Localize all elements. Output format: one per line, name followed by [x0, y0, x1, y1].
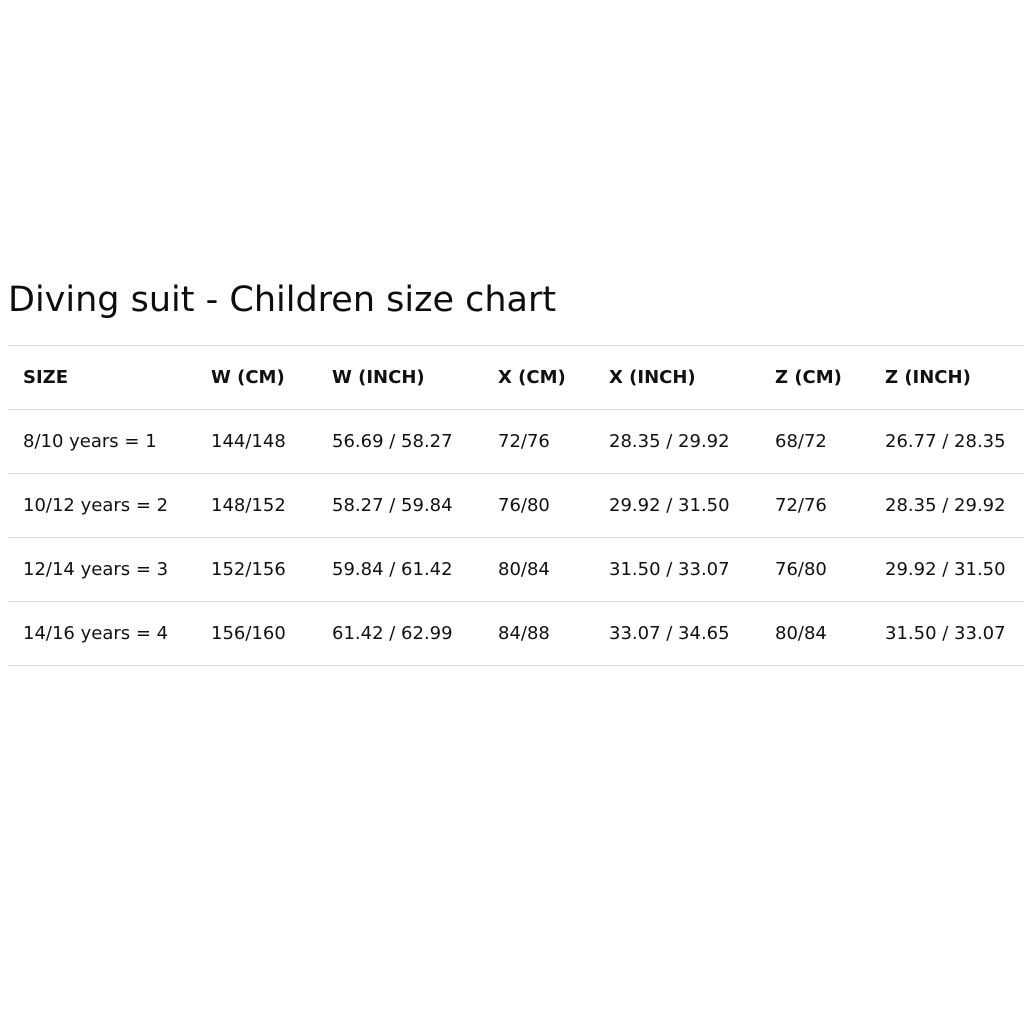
- table-row: [8, 602, 1024, 666]
- column-header-x-inch: X (INCH): [609, 367, 696, 388]
- x-inch-cell: 33.07 / 34.65: [609, 623, 730, 644]
- x-inch-cell: 29.92 / 31.50: [609, 495, 730, 516]
- page-title: Diving suit - Children size chart: [8, 280, 557, 320]
- x-cm-cell: 80/84: [498, 559, 550, 580]
- z-inch-cell: 26.77 / 28.35: [885, 431, 1006, 452]
- w-inch-cell: 61.42 / 62.99: [332, 623, 453, 644]
- x-cm-cell: 72/76: [498, 431, 550, 452]
- z-cm-cell: 68/72: [775, 431, 827, 452]
- size-cell: 8/10 years = 1: [23, 431, 157, 452]
- table-row: [8, 474, 1024, 538]
- w-inch-cell: 56.69 / 58.27: [332, 431, 453, 452]
- column-header-size: SIZE: [23, 367, 69, 388]
- table-header-row: [8, 346, 1024, 410]
- size-cell: 10/12 years = 2: [23, 495, 169, 516]
- table-row: [8, 538, 1024, 602]
- column-header-z-inch: Z (INCH): [885, 367, 971, 388]
- column-header-x-cm: X (CM): [498, 367, 566, 388]
- column-header-z-cm: Z (CM): [775, 367, 842, 388]
- x-cm-cell: 76/80: [498, 495, 550, 516]
- w-cm-cell: 156/160: [211, 623, 286, 644]
- z-inch-cell: 29.92 / 31.50: [885, 559, 1006, 580]
- size-cell: 14/16 years = 4: [23, 623, 169, 644]
- column-header-w-inch: W (INCH): [332, 367, 425, 388]
- w-inch-cell: 59.84 / 61.42: [332, 559, 453, 580]
- x-cm-cell: 84/88: [498, 623, 550, 644]
- size-cell: 12/14 years = 3: [23, 559, 169, 580]
- w-cm-cell: 144/148: [211, 431, 286, 452]
- w-inch-cell: 58.27 / 59.84: [332, 495, 453, 516]
- z-cm-cell: 76/80: [775, 559, 827, 580]
- table-row: [8, 410, 1024, 474]
- z-cm-cell: 72/76: [775, 495, 827, 516]
- z-inch-cell: 28.35 / 29.92: [885, 495, 1006, 516]
- size-chart-table: [8, 345, 1024, 666]
- z-inch-cell: 31.50 / 33.07: [885, 623, 1006, 644]
- w-cm-cell: 152/156: [211, 559, 286, 580]
- z-cm-cell: 80/84: [775, 623, 827, 644]
- column-header-w-cm: W (CM): [211, 367, 285, 388]
- w-cm-cell: 148/152: [211, 495, 286, 516]
- x-inch-cell: 31.50 / 33.07: [609, 559, 730, 580]
- x-inch-cell: 28.35 / 29.92: [609, 431, 730, 452]
